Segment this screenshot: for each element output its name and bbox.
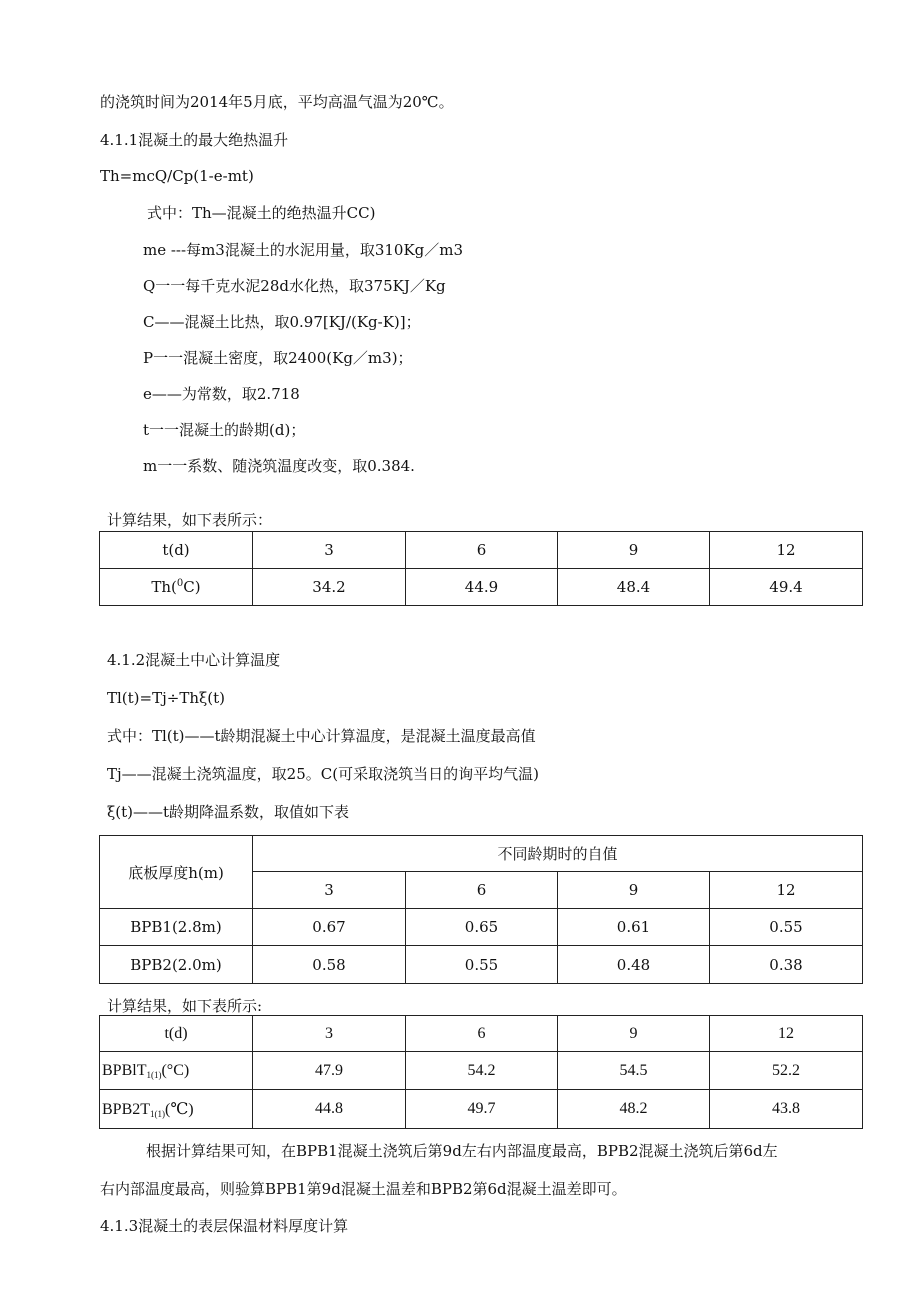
table-cell: 0.61 (558, 909, 710, 946)
intro-text: 的浇筑时间为2014年5月底，平均高温气温为20℃。 (100, 93, 454, 111)
table-row (100, 909, 863, 946)
table-cell: t(d) (100, 1016, 253, 1052)
table-cell: 6 (406, 532, 558, 569)
table-cell: BPB2(2.0m) (100, 946, 253, 984)
table-cell: 0.67 (253, 909, 406, 946)
table-cell: 9 (558, 1016, 710, 1052)
conclusion-line-1: 根据计算结果可知，在BPB1混凝土浇筑后第9d左右内部温度最高，BPB2混凝土浇筑后第6d左 (146, 1142, 778, 1160)
table-cell: 49.7 (406, 1090, 558, 1129)
heading-4-1-3: 4.1.3混凝土的表层保温材料厚度计算 (100, 1217, 349, 1235)
table-cell: 0.55 (710, 909, 863, 946)
formula-th: Th=mcQ/Cp(1-e-mt) (100, 167, 254, 185)
cooling-coefficient-table (99, 835, 863, 984)
table-cell: 0.65 (406, 909, 558, 946)
table-cell: 54.2 (406, 1052, 558, 1090)
table-cell: t(d) (100, 532, 253, 569)
table-header-row (100, 1016, 863, 1052)
table-cell: 0.38 (710, 946, 863, 984)
heading-4-1-2: 4.1.2混凝土中心计算温度 (107, 651, 281, 669)
table-cell: BPB1(2.8m) (100, 909, 253, 946)
table-cell: 6 (406, 872, 558, 909)
table-row (100, 1090, 863, 1129)
def-q: Q一一每千克水泥28d水化热，取375KJ／Kg (143, 277, 446, 295)
table-cell: 0.55 (406, 946, 558, 984)
adiabatic-temp-table (99, 531, 863, 606)
def-me: me ---每m3混凝土的水泥用量，取310Kg／m3 (143, 241, 464, 259)
table-cell: 0.48 (558, 946, 710, 984)
table-cell: 48.4 (558, 569, 710, 606)
def-t: t一一混凝土的龄期(d)； (143, 421, 306, 439)
table-cell: 9 (558, 532, 710, 569)
row-label-th: Th($^0$C) (100, 569, 253, 606)
def-c: C——混凝土比热，取0.97[KJ/(Kg-K)]； (143, 313, 421, 331)
table-cell: 44.8 (253, 1090, 406, 1129)
table-cell: 54.5 (558, 1052, 710, 1090)
def-p: P一一混凝土密度，取2400(Kg／m3)； (143, 349, 413, 367)
row-label-bpb2: $BPB2T_{1(1)}(℃)$ (100, 1090, 253, 1129)
formula-t1: Tl(t)=Tj÷Thξ(t) (107, 689, 225, 707)
table-cell: 12 (710, 1016, 863, 1052)
row-label-bpb1: BPBlT$_{1(1)}$(°C) (100, 1052, 253, 1090)
row-header-thickness: 底板厚度h(m) (100, 836, 253, 909)
table-cell: 44.9 (406, 569, 558, 606)
table-cell: 43.8 (710, 1090, 863, 1129)
table-cell: 3 (253, 1016, 406, 1052)
def-t1: 式中：Tl(t)——t龄期混凝土中心计算温度，是混凝土温度最高值 (107, 727, 536, 745)
table-cell: 12 (710, 532, 863, 569)
table-cell: 34.2 (253, 569, 406, 606)
def-tj: Tj——混凝土浇筑温度，取25。C(可采取浇筑当日的询平均气温) (107, 765, 539, 783)
table-cell: 0.58 (253, 946, 406, 984)
table-row (100, 1052, 863, 1090)
def-e: e——为常数，取2.718 (143, 385, 300, 403)
result-caption-2: 计算结果，如下表所示: (107, 997, 263, 1015)
table-cell: 47.9 (253, 1052, 406, 1090)
table-cell: 48.2 (558, 1090, 710, 1129)
def-xi: ξ(t)——t龄期降温系数，取值如下表 (107, 803, 350, 821)
table-cell: 3 (253, 532, 406, 569)
result-caption-1: 计算结果，如下表所示： (107, 511, 273, 529)
table-cell: 12 (710, 872, 863, 909)
table-cell: 49.4 (710, 569, 863, 606)
table-row (100, 946, 863, 984)
table-cell: 52.2 (710, 1052, 863, 1090)
center-temp-table (99, 1015, 863, 1129)
table-row (100, 569, 863, 606)
heading-4-1-1: 4.1.1混凝土的最大绝热温升 (100, 131, 289, 149)
conclusion-line-2: 右内部温度最高，则验算BPB1第9d混凝土温差和BPB2第6d混凝土温差即可。 (100, 1180, 627, 1198)
table-cell: 9 (558, 872, 710, 909)
table-header-row (100, 836, 863, 872)
def-m: m一一系数、随浇筑温度改变，取0.384. (143, 457, 415, 475)
table-cell: 6 (406, 1016, 558, 1052)
def-th: 式中：Th—混凝土的绝热温升CC) (147, 204, 376, 222)
table-cell: 3 (253, 872, 406, 909)
group-header-values: 不同龄期时的自值 (253, 836, 863, 872)
table-header-row (100, 532, 863, 569)
